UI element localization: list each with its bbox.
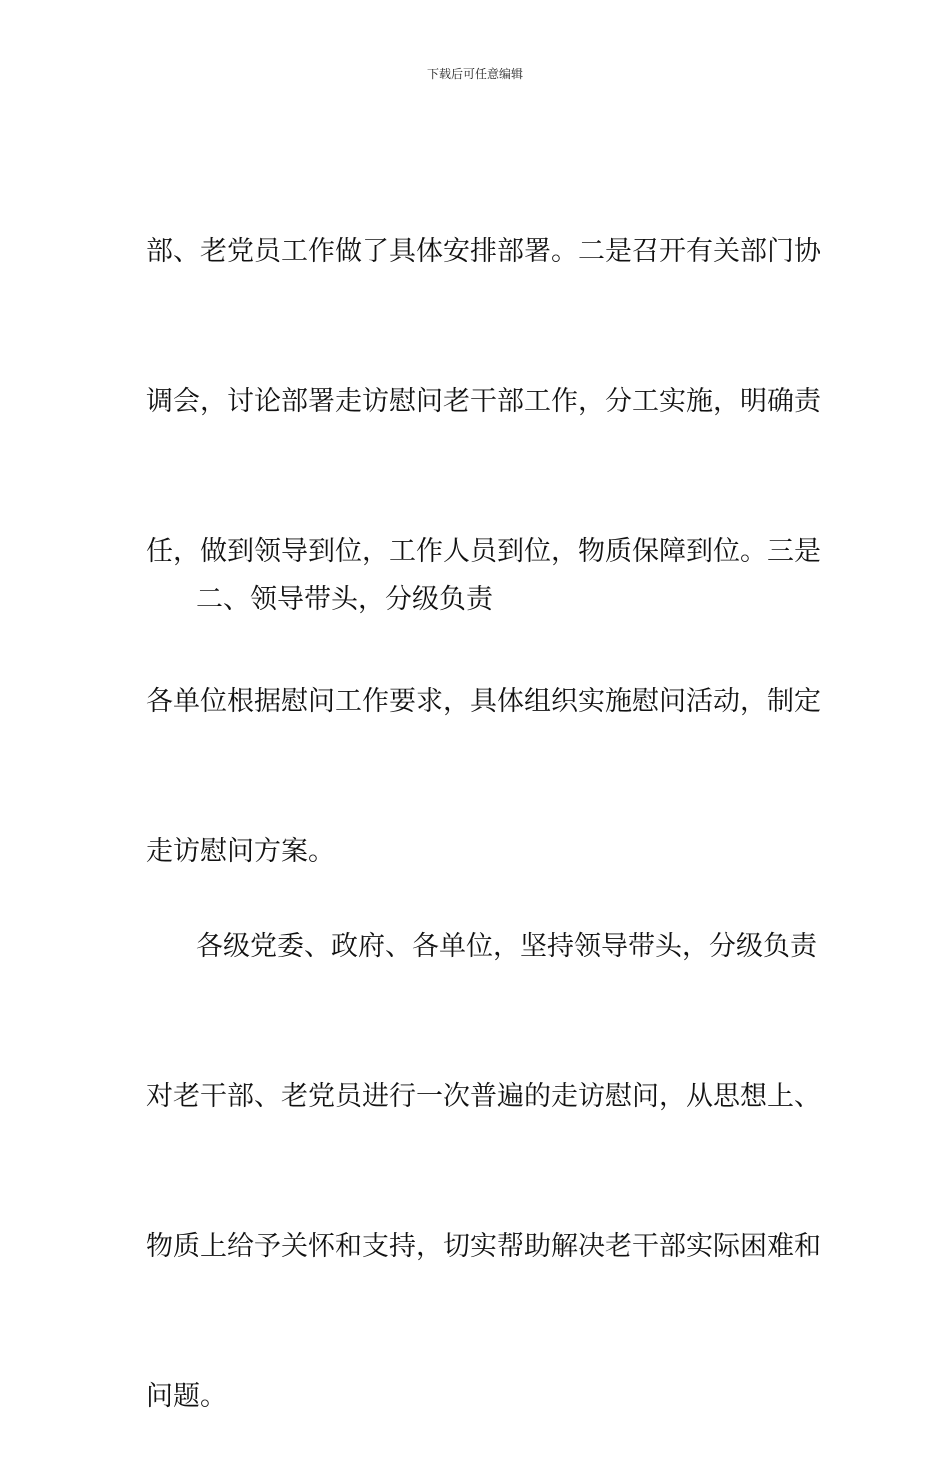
body-paragraph-1 xyxy=(146,127,821,927)
header-note: 下载后可任意编辑 xyxy=(426,67,523,81)
body-paragraph-2 xyxy=(146,822,821,1472)
section-heading: 二、领导带头，分级负责 xyxy=(196,584,493,615)
paragraph-line: 任，做到领导到位，工作人员到位，物质保障到位。三是 xyxy=(146,536,821,567)
paragraph-line: 部、老党员工作做了具体安排部署。二是召开有关部门协 xyxy=(146,236,821,267)
paragraph-line: 物质上给予关怀和支持，切实帮助解决老干部实际困难和 xyxy=(146,1231,821,1262)
paragraph-line: 各级党委、政府、各单位，坚持领导带头，分级负责 xyxy=(196,931,817,962)
paragraph-line: 问题。 xyxy=(146,1381,227,1412)
paragraph-line: 调会，讨论部署走访慰问老干部工作，分工实施，明确责 xyxy=(146,386,821,417)
paragraph-line: 各单位根据慰问工作要求，具体组织实施慰问活动，制定 xyxy=(146,686,821,717)
paragraph-line: 对老干部、老党员进行一次普遍的走访慰问，从思想上、 xyxy=(146,1081,821,1112)
paragraph-line: 走访慰问方案。 xyxy=(146,836,335,867)
